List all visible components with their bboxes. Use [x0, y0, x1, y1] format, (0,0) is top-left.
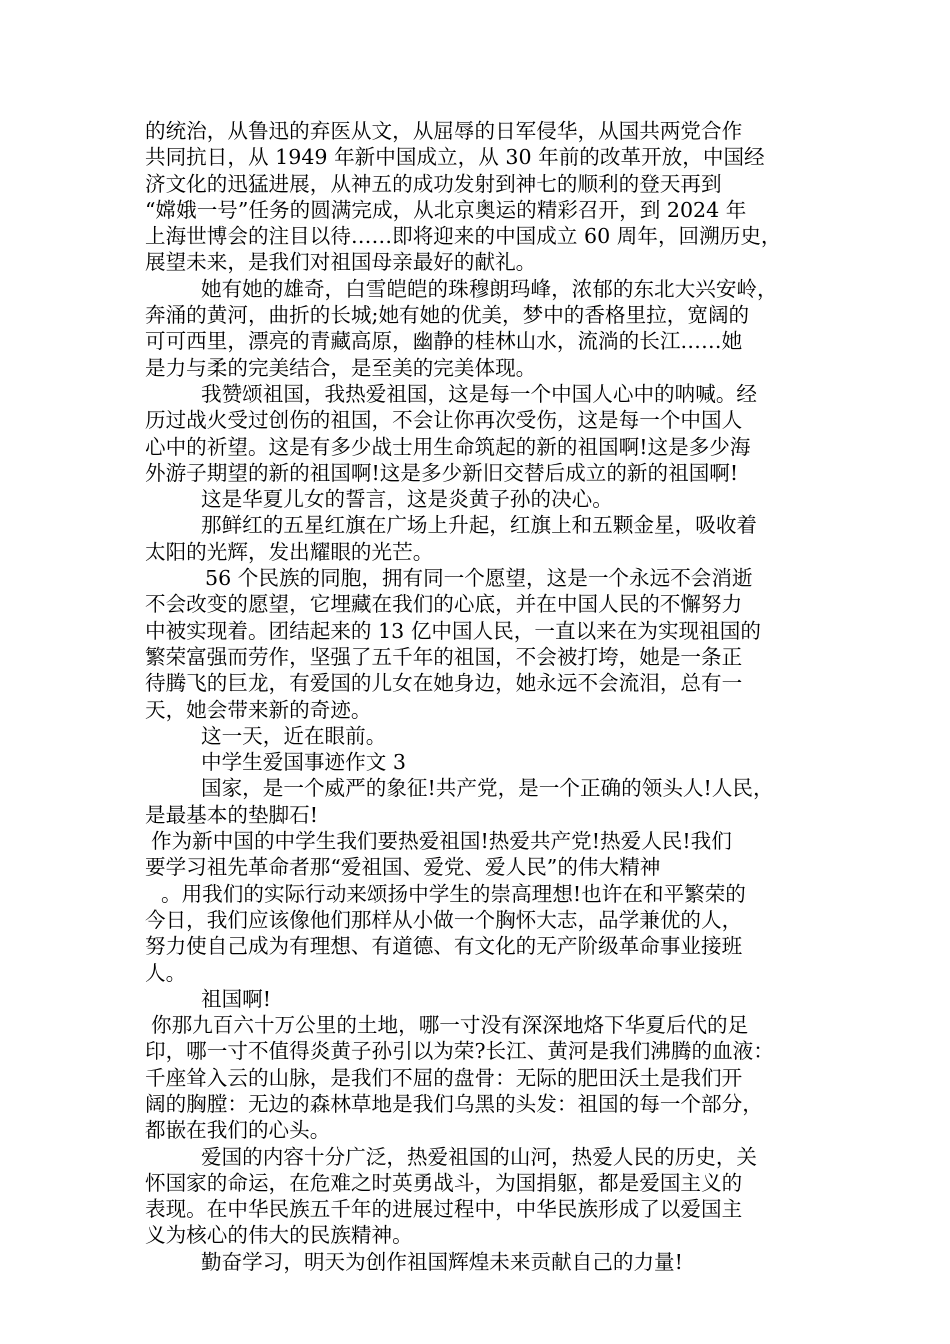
text-line: 表现。在中华民族五千年的进展过程中，中华民族形成了以爱国主 [145, 1197, 743, 1222]
text-line: 济文化的迅猛进展，从神五的成功发射到神七的顺利的登天再到 [145, 171, 722, 196]
text-line: 不会改变的愿望，它埋藏在我们的心底，并在中国人民的不懈努力 [145, 592, 743, 617]
text-line: 祖国啊! [201, 986, 272, 1011]
text-line: 奔涌的黄河，曲折的长城;她有她的优美，梦中的香格里拉，宽阔的 [145, 303, 750, 328]
text-line: 这一天，近在眼前。 [201, 723, 387, 748]
text-line: 国家，是一个威严的象征!共产党，是一个正确的领头人!人民， [201, 776, 774, 801]
text-line: 要学习祖先革命者那“爱祖国、爱党、爱人民”的伟大精神 [145, 855, 661, 880]
text-line: 。用我们的实际行动来颂扬中学生的崇高理想!也许在和平繁荣的 [161, 881, 746, 906]
section-heading: 中学生爱国事迹作文 3 [201, 750, 406, 775]
text-line: 阔的胸膛：无边的森林草地是我们乌黑的头发：祖国的每一个部分， [145, 1091, 763, 1116]
text-line: 都嵌在我们的心头。 [145, 1118, 331, 1143]
text-line: 义为核心的伟大的民族精神。 [145, 1223, 413, 1248]
text-line: 的统治，从鲁迅的弃医从文，从屈辱的日军侵华，从国共两党合作 [145, 119, 743, 143]
text-line: 爱国的内容十分广泛，热爱祖国的山河，热爱人民的历史，关 [201, 1144, 758, 1169]
text-line: 怀国家的命运，在危难之时英勇战斗，为国捐躯，都是爱国主义的 [145, 1170, 743, 1195]
text-line: 可可西里，漂亮的青藏高原，幽静的桂林山水，流淌的长江……她 [145, 329, 743, 354]
text-line: 外游子期望的新的祖国啊!这是多少新旧交替后成立的新的祖国啊! [145, 460, 739, 485]
text-line: 上海世博会的注目以待……即将迎来的中国成立 60 周年，回溯历史， [145, 224, 782, 249]
text-line: “嫦娥一号”任务的圆满完成，从北京奥运的精彩召开，到 2024 年 [145, 197, 747, 222]
text-line: 太阳的光辉，发出耀眼的光芒。 [145, 539, 434, 564]
text-line: 人。 [145, 960, 187, 985]
text-line: 印，哪一寸不值得炎黄子孙引以为荣?长江、黄河是我们沸腾的血液： [145, 1039, 774, 1064]
text-line: 共同抗日，从 1949 年新中国成立，从 30 年前的改革开放，中国经 [145, 145, 765, 170]
text-line: 繁荣富强而劳作，坚强了五千年的祖国，不会被打垮，她是一条正 [145, 644, 743, 669]
text-line: 待腾飞的巨龙，有爱国的儿女在她身边，她永远不会流泪，总有一 [145, 671, 743, 696]
text-line: 心中的祈望。这是有多少战士用生命筑起的新的祖国啊!这是多少海 [145, 434, 751, 459]
text-line: 56 个民族的同胞，拥有同一个愿望，这是一个永远不会消逝 [205, 566, 753, 591]
text-line: 是力与柔的完美结合，是至美的完美体现。 [145, 355, 537, 380]
text-line: 作为新中国的中学生我们要热爱祖国!热爱共产党!热爱人民!我们 [151, 829, 732, 854]
text-line: 勤奋学习，明天为创作祖国辉煌未来贡献自己的力量! [201, 1249, 683, 1274]
text-line: 她有她的雄奇，白雪皑皑的珠穆朗玛峰，浓郁的东北大兴安岭， [201, 276, 778, 301]
text-line: 天，她会带来新的奇迹。 [145, 697, 372, 722]
text-line: 是最基本的垫脚石! [145, 802, 319, 827]
text-line: 努力使自己成为有理想、有道德、有文化的无产阶级革命事业接班 [145, 934, 743, 959]
text-line: 千座耸入云的山脉，是我们不屈的盘骨：无际的肥田沃土是我们开 [145, 1065, 743, 1090]
text-line: 这是华夏儿女的誓言，这是炎黄子孙的决心。 [201, 487, 613, 512]
document-body [145, 118, 817, 1275]
text-line: 展望未来，是我们对祖国母亲最好的献礼。 [145, 250, 537, 275]
text-line: 我赞颂祖国，我热爱祖国，这是每一个中国人心中的呐喊。经 [201, 381, 758, 406]
text-line: 你那九百六十万公里的土地，哪一寸没有深深地烙下华夏后代的足 [151, 1013, 749, 1038]
text-line: 那鲜红的五星红旗在广场上升起，红旗上和五颗金星，吸收着 [201, 513, 758, 538]
text-line: 今日，我们应该像他们那样从小做一个胸怀大志，品学兼优的人， [145, 907, 743, 932]
text-line: 中被实现着。团结起来的 13 亿中国人民，一直以来在为实现祖国的 [145, 618, 761, 643]
text-line: 历过战火受过创伤的祖国，不会让你再次受伤，这是每一个中国人 [145, 408, 743, 433]
